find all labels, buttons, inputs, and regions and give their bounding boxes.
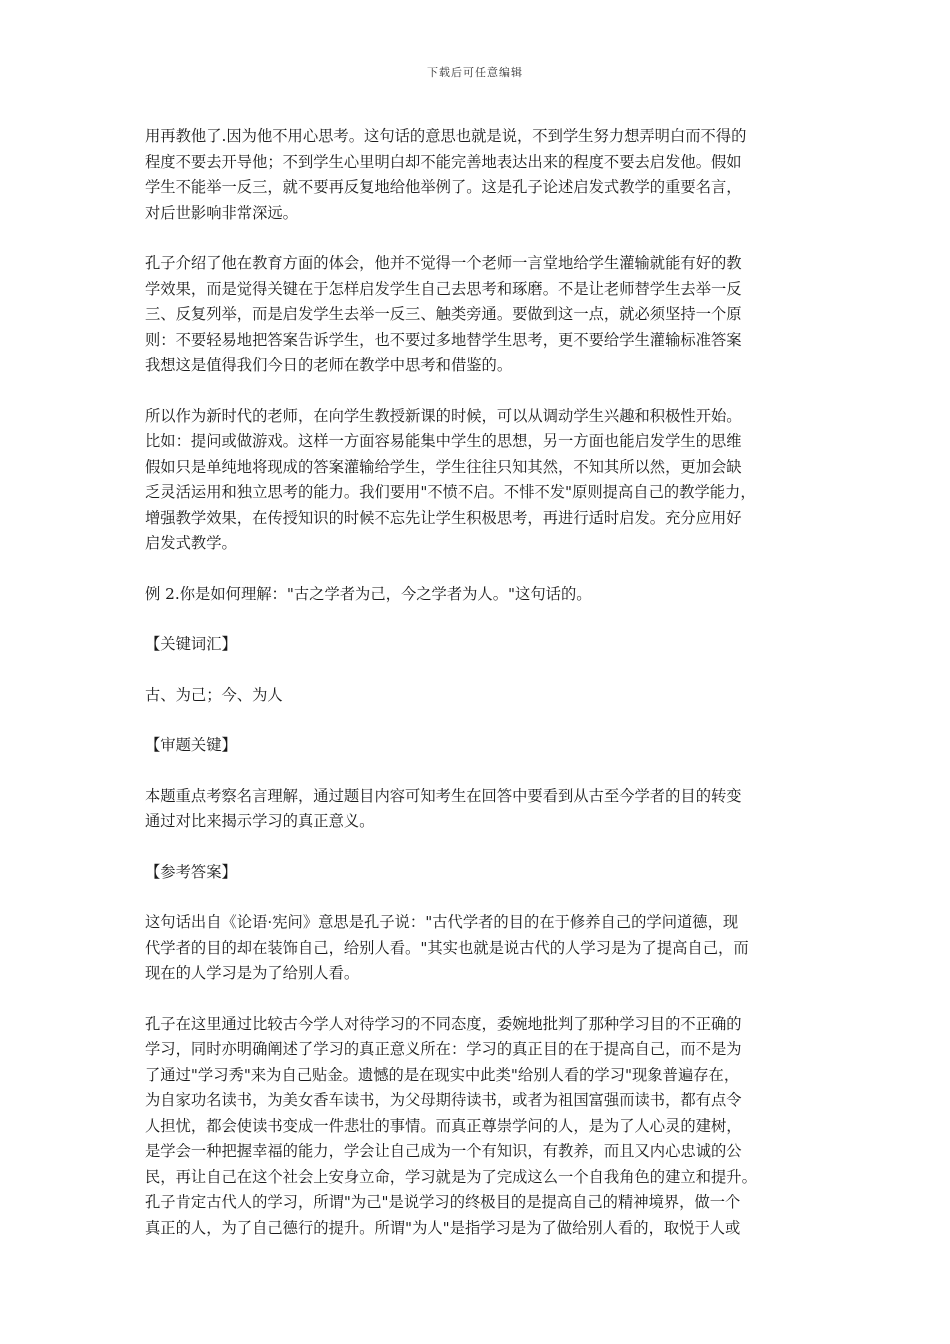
text-line: 孔子肯定古代人的学习，所谓"为己"是说学习的终极目的是提高自己的精神境界，做一个 [145,1193,741,1211]
paragraph [145,733,825,759]
paragraph [145,124,825,226]
text-line: 代学者的目的却在装饰自己，给别人看。"其实也就是说古代的人学习是为了提高自己，而 [145,938,749,957]
text-line: 三、反复列举，而是启发学生去举一反三、触类旁通。要做到这一点，就必须坚持一个原 [145,305,742,323]
paragraph [145,632,825,658]
paragraph [145,683,825,709]
paragraph-gap [145,226,825,251]
text-line: 所以作为新时代的老师，在向学生教授新课的时候，可以从调动学生兴趣和积极性开始。 [145,406,742,425]
text-line: 真正的人，为了自己德行的提升。所谓"为人"是指学习是为了做给别人看的，取悦于人或 [145,1218,741,1237]
paragraph-gap [145,885,825,910]
text-line: 学习，同时亦明确阐述了学习的真正意义所在：学习的真正目的在于提高自己，而不是为 [145,1040,742,1058]
paragraph [145,910,825,987]
text-line: 乏灵活运用和独立思考的能力。我们要用"不愤不启。不悱不发"原则提高自己的教学能力， [145,483,756,501]
text-line: 例 2.你是如何理解："古之学者为己，今之学者为人。"这句话的。 [145,584,592,603]
text-line: 用再教他了.因为他不用心思考。这句话的意思也就是说，不到学生努力想弄明白而不得的 [145,127,747,145]
paragraph [145,1012,825,1242]
paragraph-gap [145,658,825,683]
text-line: 是学会一种把握幸福的能力，学会让自己成为一个有知识，有教养，而且又内心忠诚的公 [145,1142,742,1160]
text-line: 增强教学效果，在传授知识的时候不忘先让学生积极思考，再进行适时启发。充分应用好 [145,508,742,527]
text-line: 【审题关键】 [145,736,237,754]
text-line: 【参考答案】 [145,862,237,881]
paragraph-gap [145,835,825,860]
paragraph-gap [145,987,825,1012]
paragraph-gap [145,708,825,733]
text-line: 比如：提问或做游戏。这样一方面容易能集中学生的思想，另一方面也能启发学生的思维 [145,432,742,450]
text-line: 【关键词汇】 [145,635,237,653]
text-line: 通过对比来揭示学习的真正意义。 [145,812,375,830]
text-line: 了通过"学习秀"来为自己贴金。遗憾的是在现实中此类"给别人看的学习"现象普遍存在， [145,1065,740,1084]
text-line: 假如只是单纯地将现成的答案灌输给学生，学生往往只知其然，不知其所以然，更加会缺 [145,457,742,476]
text-line: 我想这是值得我们今日的老师在教学中思考和借鉴的。 [145,356,513,374]
text-line: 程度不要去开导他；不到学生心里明白却不能完善地表达出来的程度不要去启发他。假如 [145,152,742,171]
text-line: 这句话出自《论语·宪问》意思是孔子说："古代学者的目的在于修养自己的学问道德，现 [145,913,739,931]
text-line: 本题重点考察名言理解，通过题目内容可知考生在回答中要看到从古至今学者的目的转变 [145,786,742,805]
paragraph [145,404,825,557]
paragraph [145,860,825,886]
paragraph [145,251,825,379]
text-line: 孔子介绍了他在教育方面的体会，他并不觉得一个老师一言堂地给学生灌输就能有好的教 [145,254,742,272]
paragraph [145,784,825,835]
text-line: 现在的人学习是为了给别人看。 [145,964,360,982]
text-line: 启发式教学。 [145,534,237,552]
text-line: 则：不要轻易地把答案告诉学生，也不要过多地替学生思考，更不要给学生灌输标准答案 [145,330,742,349]
paragraph-gap [145,607,825,632]
text-line: 学效果，而是觉得关键在于怎样启发学生自己去思考和琢磨。不是让老师替学生去举一反 [145,279,742,298]
text-line: 孔子在这里通过比较古今学人对待学习的不同态度，委婉地批判了那种学习目的不正确的 [145,1014,742,1033]
paragraph [145,582,825,608]
text-line: 对后世影响非常深远。 [145,203,298,222]
paragraph-gap [145,759,825,784]
text-line: 为自家功名读书，为美女香车读书，为父母期待读书，或者为祖国富强而读书，都有点令 [145,1091,742,1109]
document-body [145,124,825,1241]
paragraph-gap [145,379,825,404]
paragraph-gap [145,557,825,582]
page-header-note: 下载后可任意编辑 [427,66,523,79]
text-line: 民，再让自己在这个社会上安身立命，学习就是为了完成这么一个自我角色的建立和提升。 [145,1167,757,1186]
text-line: 学生不能举一反三，就不要再反复地给他举例了。这是孔子论述启发式教学的重要名言， [145,178,742,196]
text-line: 人担忧，都会使读书变成一件悲壮的事情。而真正尊崇学问的人，是为了人心灵的建树， [145,1116,742,1135]
text-line: 古、为己；今、为人 [145,685,283,704]
